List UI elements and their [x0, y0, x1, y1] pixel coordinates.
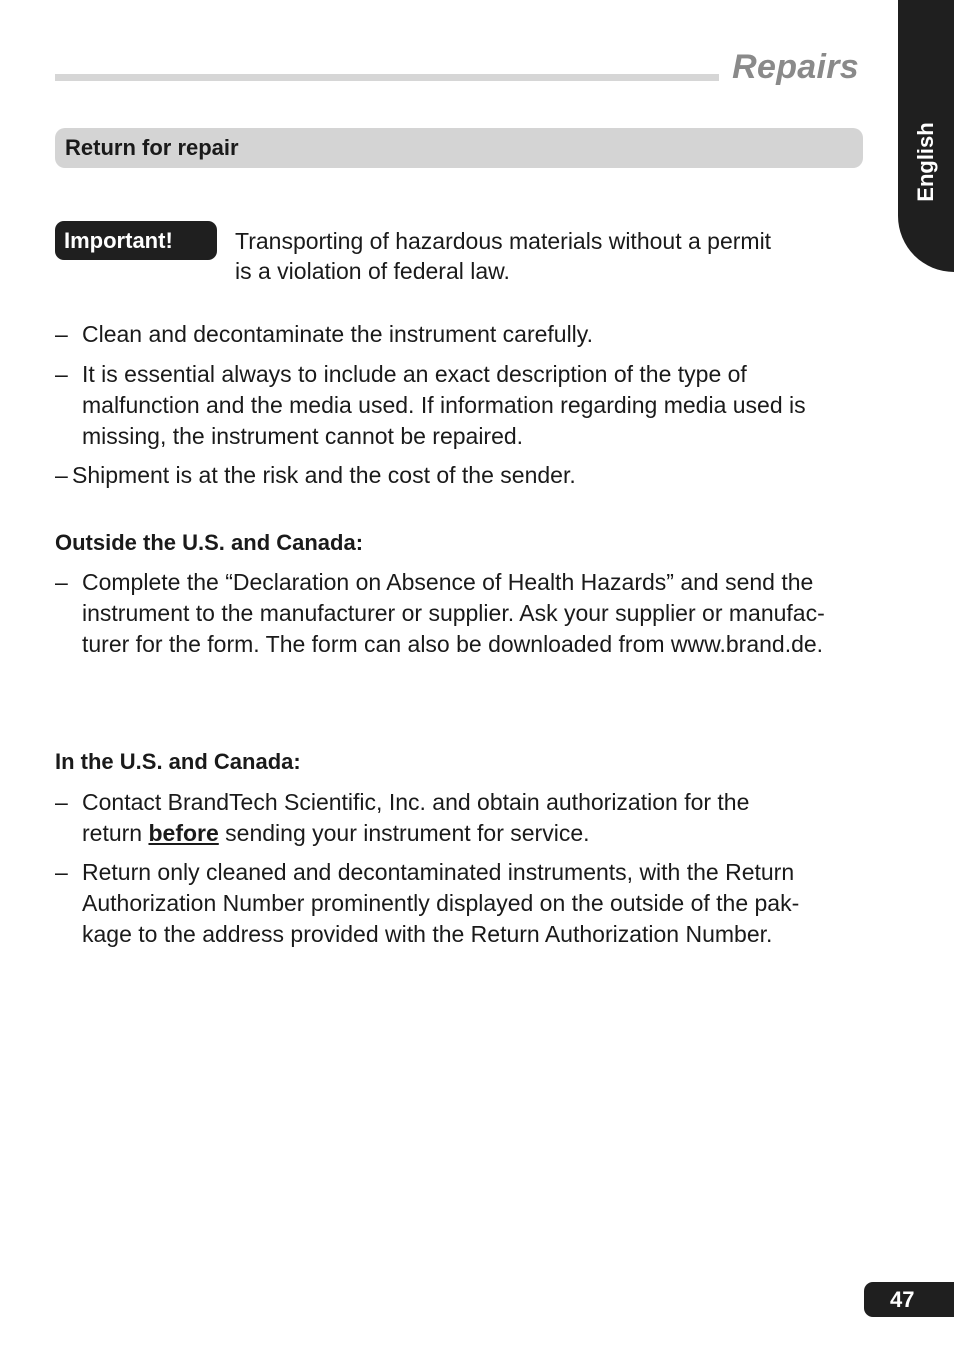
general-item-1 — [55, 319, 865, 350]
general-item-3-line-1: Shipment is at the risk and the cost of the sender. — [72, 462, 576, 488]
before-emphasis: before — [148, 820, 219, 846]
inside-item-2-line-3: kage to the address provided with the Return Authorization Number. — [82, 921, 773, 947]
general-item-2-line-1: It is essential always to include an exact description of the type of — [82, 361, 747, 387]
outside-item-line-1: Complete the “Declaration on Absence of Health Hazards” and send the — [82, 569, 814, 595]
general-item-1-line-1: Clean and decontaminate the instrument carefully. — [82, 321, 593, 347]
dash-bullet: – — [55, 789, 68, 815]
inside-item-1-line-2 — [82, 818, 865, 849]
inside-item-2-line-2: Authorization Number prominently displayed on the outside of the pak- — [82, 890, 800, 916]
general-item-3 — [55, 460, 865, 491]
dash-bullet: – — [55, 361, 68, 387]
inside-item-1-line-2-pre: return — [82, 820, 149, 846]
important-badge: Important! — [55, 221, 217, 260]
inside-item-1-line-2-post: sending your instrument for service. — [218, 820, 590, 846]
section-header — [55, 128, 863, 168]
outside-heading: Outside the U.S. and Canada: — [55, 530, 364, 555]
inside-item-1 — [55, 787, 865, 849]
dash-bullet: – — [55, 569, 68, 595]
important-notice — [235, 226, 855, 286]
general-item-2-line-2: malfunction and the media used. If information regarding media used is — [82, 392, 806, 418]
dash-bullet: – — [55, 859, 68, 885]
inside-item-1-line-1: Contact BrandTech Scientific, Inc. and obtain authorization for the — [82, 789, 750, 815]
header-rule — [55, 74, 719, 81]
inside-item-2-line-1: Return only cleaned and decontaminated instruments, with the Return — [82, 859, 795, 885]
dash-bullet: – — [55, 321, 68, 347]
section-title: Return for repair — [65, 135, 239, 160]
inside-item-2 — [55, 857, 865, 950]
inside-heading: In the U.S. and Canada: — [55, 749, 301, 774]
page-number: 47 — [864, 1282, 954, 1317]
important-line-2: is a violation of federal law. — [235, 258, 510, 284]
general-item-2 — [55, 359, 865, 452]
language-tab-label: English — [913, 122, 938, 202]
general-item-2-line-3: missing, the instrument cannot be repaired. — [82, 423, 524, 449]
page-title: Repairs — [732, 48, 859, 86]
language-tab — [898, 0, 954, 272]
outside-item — [55, 567, 865, 660]
outside-item-line-3: turer for the form. The form can also be downloaded from www.brand.de. — [82, 631, 824, 657]
important-line-1: Transporting of hazardous materials without a permit — [235, 228, 772, 254]
outside-item-line-2: instrument to the manufacturer or supplier. Ask your supplier or manufac- — [82, 600, 825, 626]
dash-bullet: – — [55, 462, 68, 488]
